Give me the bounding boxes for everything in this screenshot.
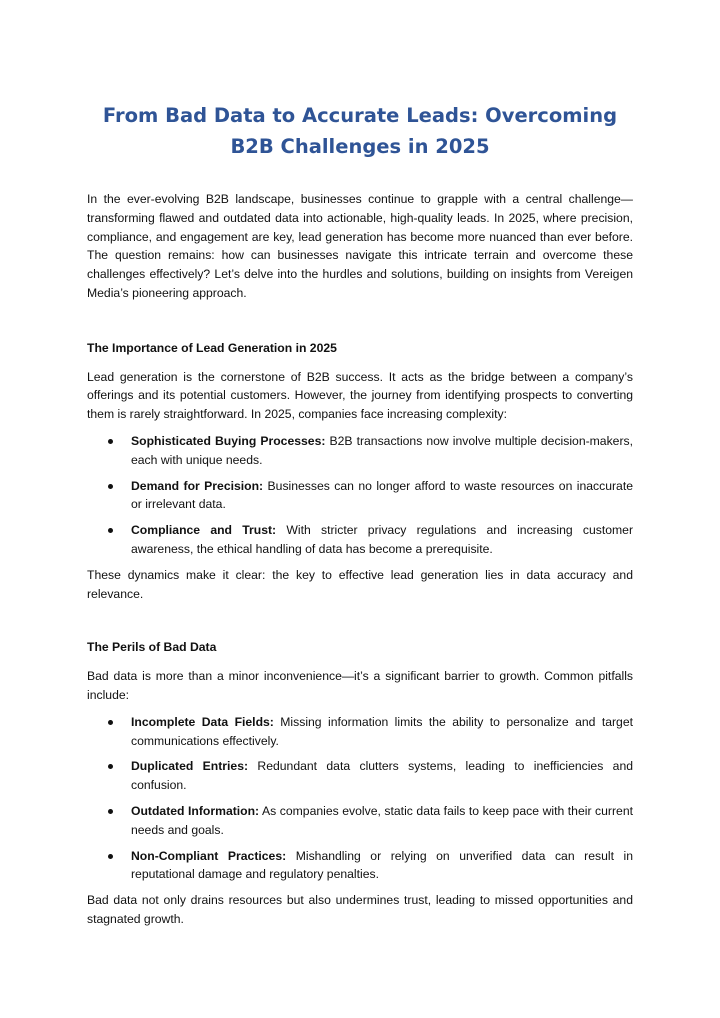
intro-paragraph: In the ever-evolving B2B landscape, businesses continue to grapple with a central challenge—transforming flawed and outdated data into actionable, high-quality leads. In 2025, where precision, compliance, and engagement are key, lead generation has become more nuanced than ever before. The question remains: how can businesses navigate this intricate terrain and overcome these challenges effectively? Let’s delve into the hurdles and solutions, building on insights from Vereigen Media’s pioneering approach.	[87, 192, 633, 300]
list-item	[87, 757, 633, 795]
bullet-text: Redundant data clutters systems, leading to inefficiencies and confusion.	[131, 759, 634, 793]
bullet-term: Sophisticated Buying Processes:	[131, 433, 326, 448]
document-page	[87, 100, 633, 929]
title-line-2: B2B Challenges in 2025	[230, 135, 490, 158]
bullet-term: Outdated Information:	[131, 803, 260, 818]
list-item	[87, 713, 633, 751]
list-item	[87, 802, 633, 840]
bullet-list-importance	[87, 432, 633, 559]
section-closing-paragraph: Bad data not only drains resources but also undermines trust, leading to missed opportunities and stagnated growth.	[87, 893, 633, 926]
bullet-term: Demand for Precision:	[131, 478, 264, 493]
bullet-text: With stricter privacy regulations and increasing customer awareness, the ethical handling of data has become a prerequisite.	[131, 523, 634, 556]
bullet-list-perils	[87, 713, 633, 884]
bullet-text: As companies evolve, static data fails to keep pace with their current needs and goals.	[131, 803, 633, 837]
list-item	[87, 847, 633, 885]
bullet-term: Duplicated Entries:	[131, 759, 249, 774]
list-item	[87, 477, 633, 515]
title-line-1: From Bad Data to Accurate Leads: Overcoming	[102, 104, 618, 127]
bullet-text: Missing information limits the ability to personalize and target communications effectively.	[131, 714, 633, 748]
section-lead-paragraph: Bad data is more than a minor inconvenience—it’s a significant barrier to growth. Common pitfalls include:	[87, 669, 633, 702]
list-item	[87, 432, 633, 470]
bullet-term: Non-Compliant Practices:	[131, 848, 287, 863]
section-lead-paragraph: Lead generation is the cornerstone of B2B success. It acts as the bridge between a company’s offerings and its potential customers. However, the journey from identifying prospects to converting them is rarely straightforward. In 2025, companies face increasing complexity:	[87, 369, 633, 422]
bullet-term: Compliance and Trust:	[131, 523, 277, 538]
document-title	[87, 100, 633, 162]
section-heading-importance: The Importance of Lead Generation in 2025	[87, 340, 337, 355]
bullet-text: Mishandling or relying on unverified data can result in reputational damage and regulatory penalties.	[131, 848, 633, 882]
bullet-term: Incomplete Data Fields:	[131, 714, 274, 729]
section-heading-perils: The Perils of Bad Data	[87, 640, 217, 655]
list-item	[87, 521, 633, 559]
bullet-text: B2B transactions now involve multiple decision-makers, each with unique needs.	[131, 433, 633, 467]
section-closing-paragraph: These dynamics make it clear: the key to effective lead generation lies in data accuracy and relevance.	[87, 567, 633, 601]
bullet-text: Businesses can no longer afford to waste resources on inaccurate or irrelevant data.	[131, 478, 634, 512]
